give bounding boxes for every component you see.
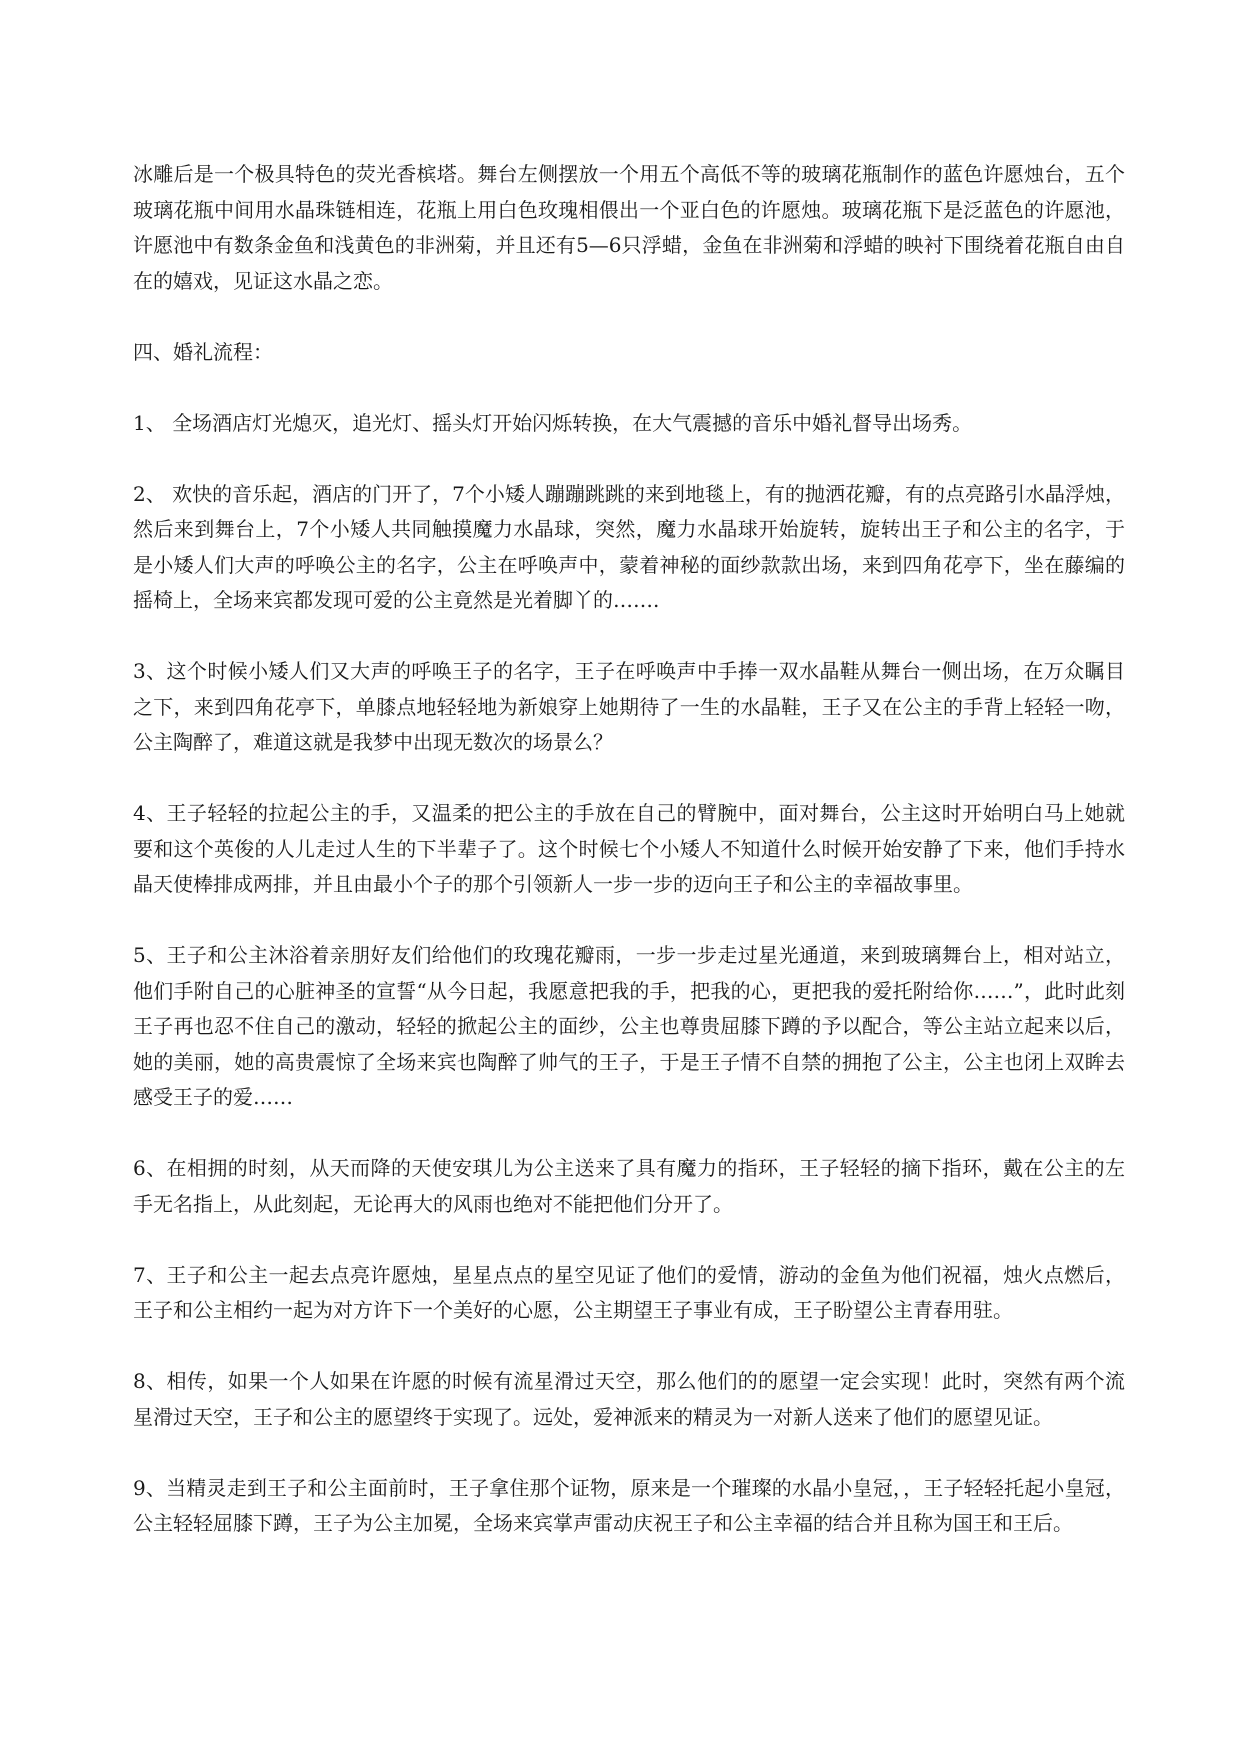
paragraph-step-2: 2、 欢快的音乐起，酒店的门开了，7个小矮人蹦蹦跳跳的来到地毯上，有的抛洒花瓣，有的点亮路引水晶浮烛，然后来到舞台上，7个小矮人共同触摸魔力水晶球，突然，魔力水晶球开始旋转，旋转出王子和公主的名字，于是小矮人们大声的呼唤公主的名字，公主在呼唤声中，蒙着神秘的面纱款款出场，来到四角花亭下，坐在藤编的摇椅上，全场来宾都发现可爱的公主竟然是光着脚丫的……. [133,481,1125,612]
document-body [133,157,1125,1577]
paragraph-step-9: 9、当精灵走到王子和公主面前时，王子拿住那个证物，原来是一个璀璨的水晶小皇冠，，王子轻轻托起小皇冠，公主轻轻屈膝下蹲，王子为公主加冕，全场来宾掌声雷动庆祝王子和公主幸福的结合并且称为国王和王后。 [133,1475,1125,1535]
paragraph-step-7: 7、王子和公主一起去点亮许愿烛，星星点点的星空见证了他们的爱情，游动的金鱼为他们祝福，烛火点燃后，王子和公主相约一起为对方许下一个美好的心愿，公主期望王子事业有成，王子盼望公主青春用驻。 [133,1262,1125,1322]
paragraph-venue-decor: 冰雕后是一个极具特色的荧光香槟塔。舞台左侧摆放一个用五个高低不等的玻璃花瓶制作的蓝色许愿烛台，五个玻璃花瓶中间用水晶珠链相连，花瓶上用白色玫瑰相偎出一个亚白色的许愿烛。玻璃花瓶下是泛蓝色的许愿池，许愿池中有数条金鱼和浅黄色的非洲菊，并且还有5—6只浮蜡，金鱼在非洲菊和浮蜡的映衬下围绕着花瓶自由自在的嬉戏，见证这水晶之恋。 [133,162,1125,293]
paragraph-step-1: 1、 全场酒店灯光熄灭，追光灯、摇头灯开始闪烁转换，在大气震撼的音乐中婚礼督导出场秀。 [133,410,973,435]
paragraph-step-8: 8、相传，如果一个人如果在许愿的时候有流星滑过天空，那么他们的的愿望一定会实现！此时，突然有两个流星滑过天空，王子和公主的愿望终于实现了。远处，爱神派来的精灵为一对新人送来了他们的愿望见证。 [133,1369,1125,1429]
section-heading-wedding-process: 四、婚礼流程： [133,339,273,364]
paragraph-step-3: 3、这个时候小矮人们又大声的呼唤王子的名字，王子在呼唤声中手捧一双水晶鞋从舞台一侧出场，在万众瞩目之下，来到四角花亭下，单膝点地轻轻地为新娘穿上她期待了一生的水晶鞋，王子又在公主的手背上轻轻一吻，公主陶醉了，难道这就是我梦中出现无数次的场景么？ [133,659,1125,754]
paragraph-step-4: 4、王子轻轻的拉起公主的手，又温柔的把公主的手放在自己的臂腕中，面对舞台，公主这时开始明白马上她就要和这个英俊的人儿走过人生的下半辈子了。这个时候七个小矮人不知道什么时候开始安静了下来，他们手持水晶天使棒排成两排，并且由最小个子的那个引领新人一步一步的迈向王子和公主的幸福故事里。 [133,801,1125,896]
paragraph-step-6: 6、在相拥的时刻，从天而降的天使安琪儿为公主送来了具有魔力的指环，王子轻轻的摘下指环，戴在公主的左手无名指上，从此刻起，无论再大的风雨也绝对不能把他们分开了。 [133,1156,1125,1216]
paragraph-step-5: 5、王子和公主沐浴着亲朋好友们给他们的玫瑰花瓣雨，一步一步走过星光通道，来到玻璃舞台上，相对站立，他们手附自己的心脏神圣的宣誓“从今日起，我愿意把我的手，把我的心，更把我的爱托附给你……”，此时此刻王子再也忍不住自己的激动，轻轻的掀起公主的面纱，公主也尊贵屈膝下蹲的予以配合，等公主站立起来以后，她的美丽，她的高贵震惊了全场来宾也陶醉了帅气的王子，于是王子情不自禁的拥抱了公主，公主也闭上双眸去感受王子的爱…… [133,943,1125,1109]
